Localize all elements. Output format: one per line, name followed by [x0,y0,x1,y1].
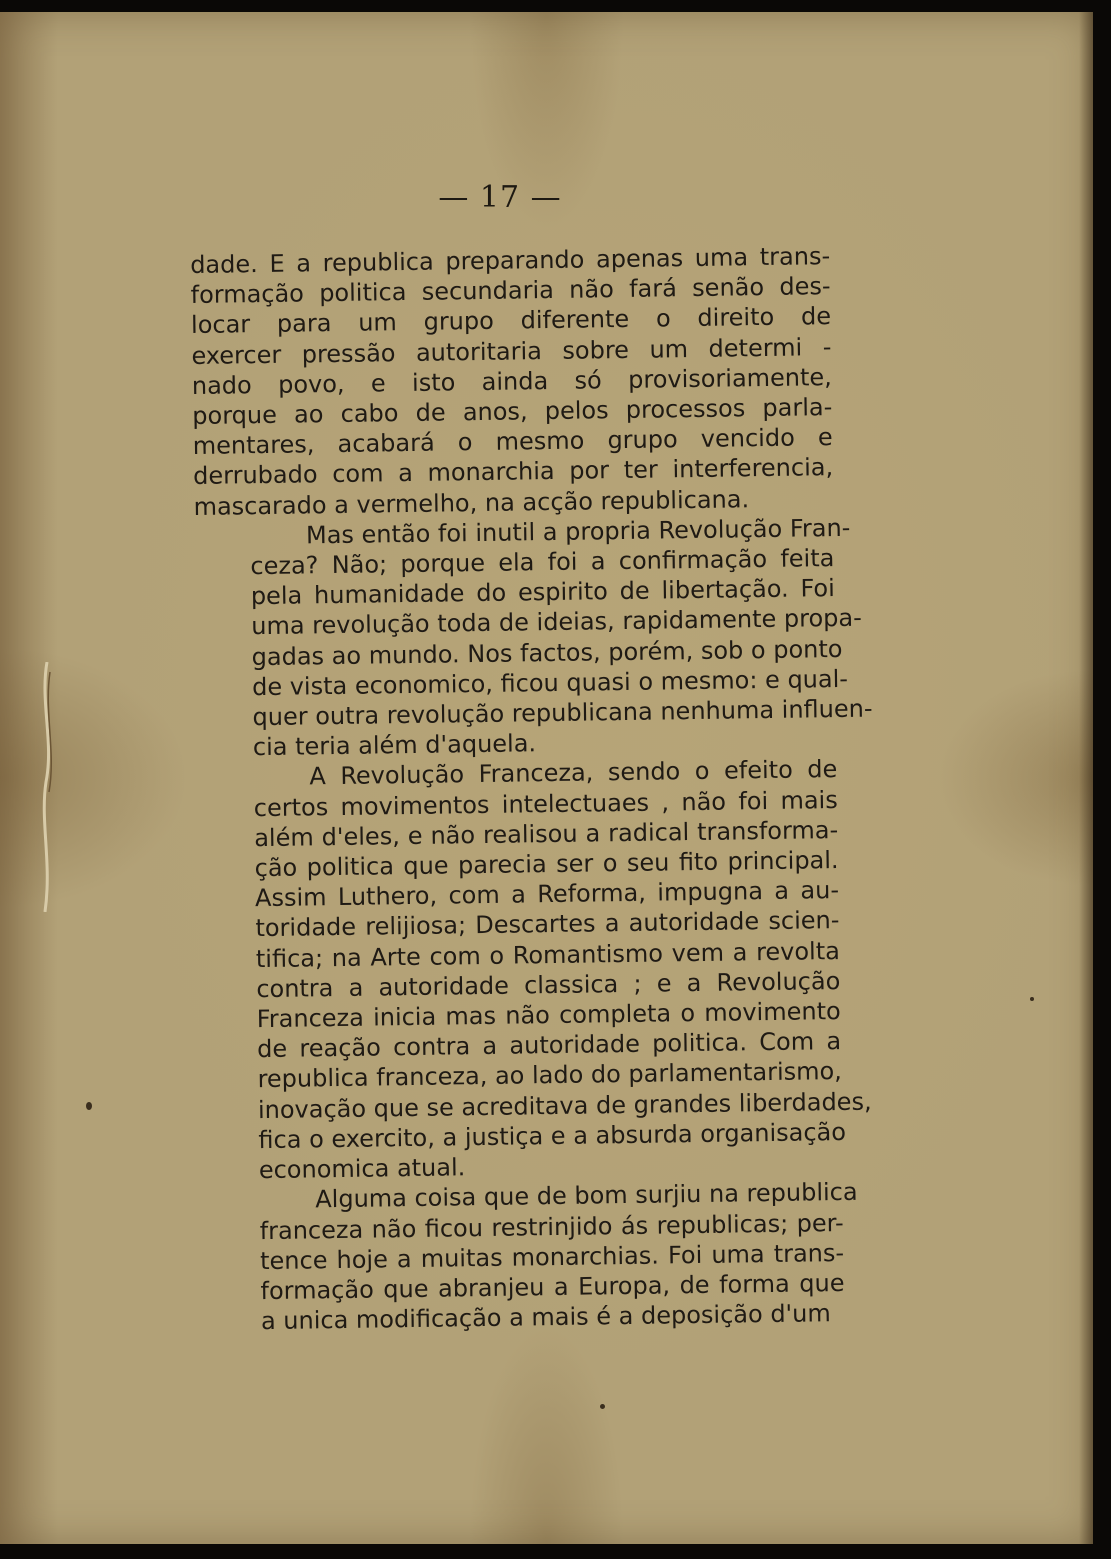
text-line: tence hoje a muitas monarchias. Foi uma trans- [259,1238,845,1275]
text-line: ceza? Não; porque ela foi a confirmação feita [250,544,835,581]
text-line: cia teria além d'aquela. [252,729,537,762]
text-line: Mas então foi inutil a propria Revolução Fran- [305,513,851,550]
ink-speck [86,1102,92,1110]
text-line: fica o exercito, a justiça e a absurda organisação [258,1117,847,1155]
text-line: dade. E a republica preparando apenas uma trans- [190,242,831,279]
paragraph [197,754,872,1186]
text-line: formação que abranjeu a Europa, de forma que [260,1268,845,1306]
paper-sheet [0,12,1093,1544]
text-line: gadas ao mundo. Nos factos, porém, sob o ponto [251,634,843,671]
text-line: republica franceza, ao lado do parlamentarismo, [257,1057,843,1094]
text-line: toridade relijiosa; Descartes a autoridade scien- [255,906,840,943]
text-line: franceza não ficou restrinjido ás republicas; per- [259,1208,844,1245]
text-line: tifica; na Arte com o Romantismo vem a revolta [255,936,841,973]
paragraph [203,1177,858,1337]
body-text [190,241,873,1337]
page-number: — 17 — [438,180,562,215]
text-line: contra a autoridade classica ; e a Revolução [256,966,841,1004]
text-line: mascarado a vermelho, na acção republicana. [193,484,750,521]
text-line: a unica modificação a mais é a deposição d'um [260,1299,831,1336]
text-line: uma revolução toda de ideias, rapidamente propa- [251,604,862,641]
text-line: Assim Luthero, com a Reforma, impugna a au- [254,876,840,913]
paragraph [194,513,873,764]
paragraph [190,241,834,522]
text-line: inovação que se acreditava de grandes liberdades, [257,1087,872,1124]
text-line: quer outra revolução republicana nenhuma influen- [252,694,873,732]
text-line: de vista economico, ficou quasi o mesmo: e qual- [251,664,849,702]
text-line: pela humanidade do espirito de libertação. Foi [250,574,835,611]
page-edge-shadow [1079,12,1093,1544]
text-line: formação politica secundaria não fará senão des- [190,272,831,310]
ink-speck [1030,997,1034,1001]
binding-thread [36,662,58,912]
text-line: nado povo, e isto ainda só provisoriamente, [191,362,833,400]
text-line: além d'eles, e não realisou a radical transforma- [254,815,839,853]
text-line: locar para um grupo diferente o direito de [190,302,832,340]
text-line: ção politica que parecia ser o seu fito principal. [254,846,839,883]
text-line: Franceza inicia mas não completa o movimento [256,997,841,1034]
text-line: derrubado com a monarchia por ter interferencia, [192,453,834,491]
text-line: A Revolução Franceza, sendo o efeito de [309,755,838,791]
text-line: mentares, acabará o mesmo grupo vencido e [192,423,833,461]
text-line: exercer pressão autoritaria sobre um determi - [191,332,832,370]
text-line: Alguma coisa que de bom surjiu na republica [315,1178,858,1214]
text-line: economica atual. [258,1153,466,1185]
ink-speck [600,1404,605,1409]
text-line: de reação contra a autoridade politica. Com a [256,1027,842,1064]
text-line: certos movimentos intelectuaes , não foi mais [253,785,838,822]
text-line: porque ao cabo de anos, pelos processos parla- [192,393,833,430]
